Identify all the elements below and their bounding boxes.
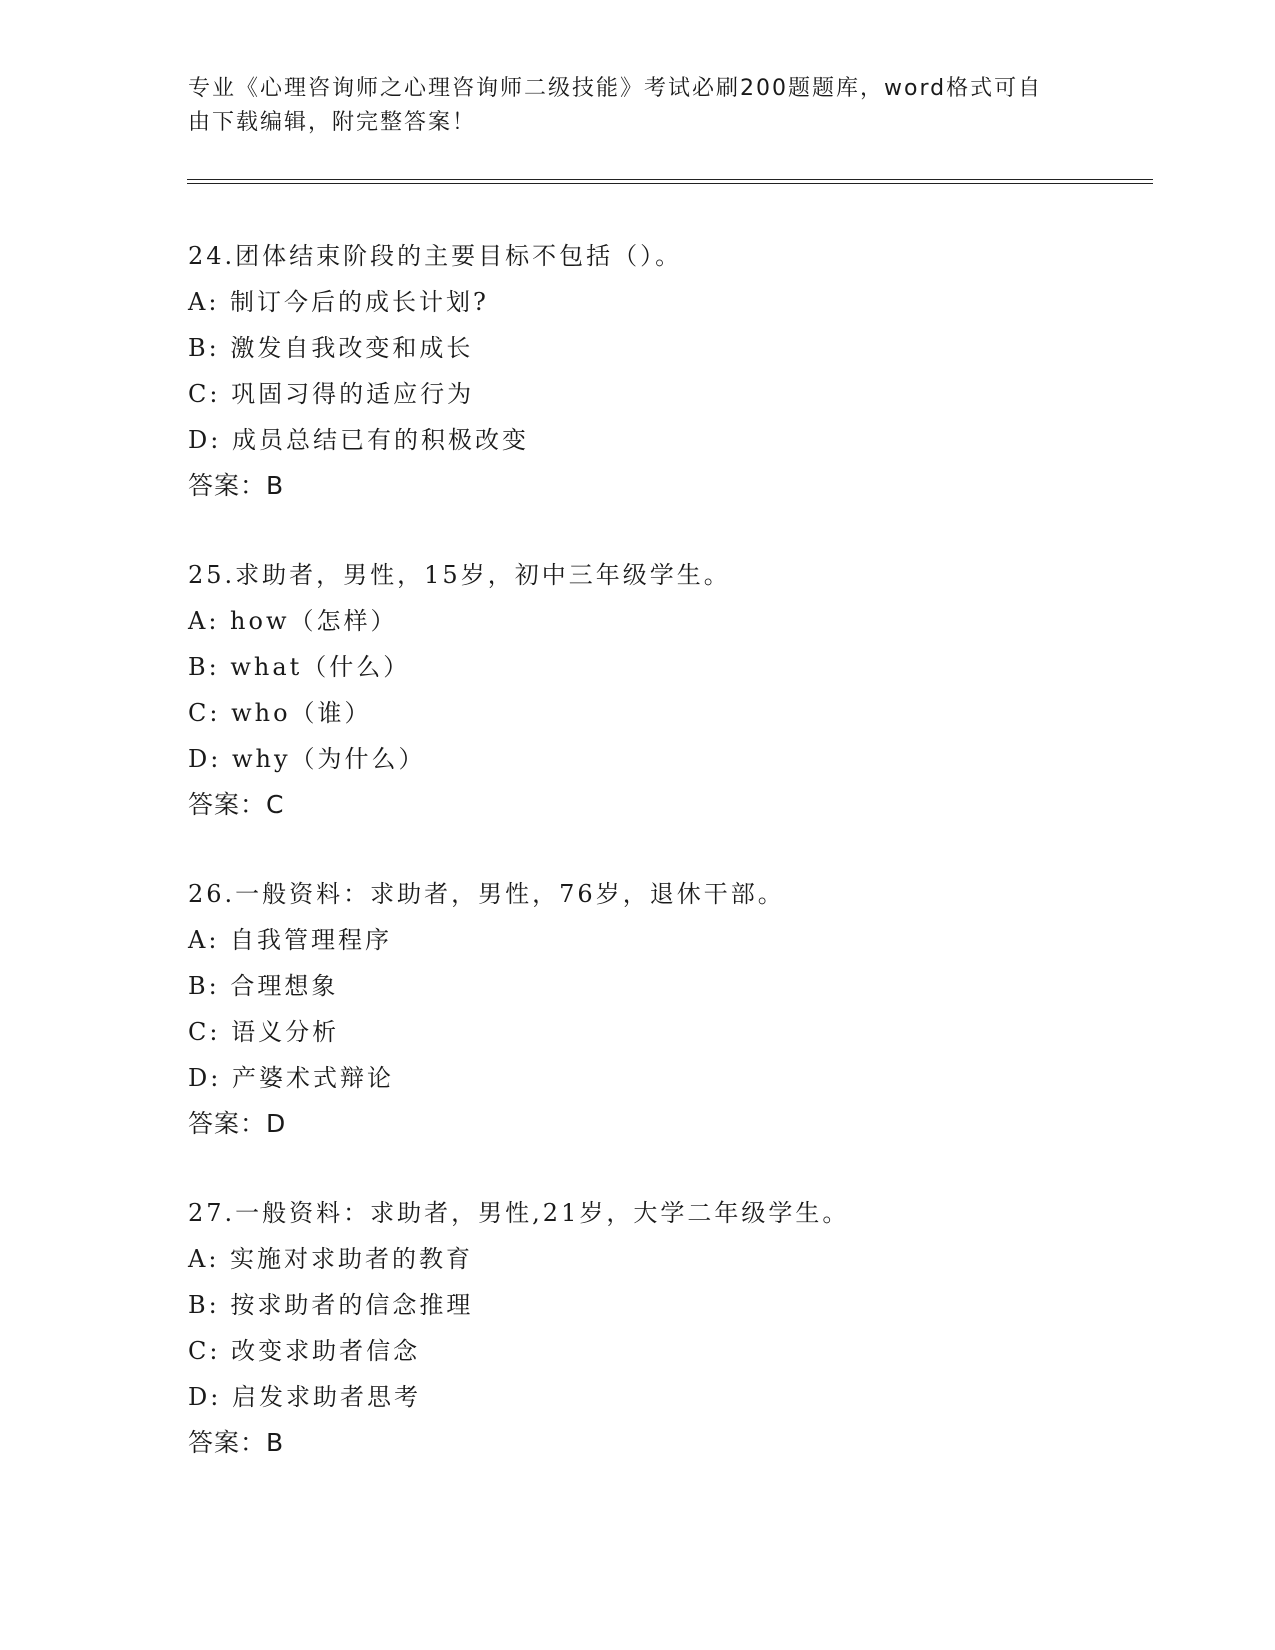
option-a: A: 实施对求助者的教育 bbox=[188, 1245, 474, 1273]
question-stem: 27.一般资料：求助者，男性,21岁，大学二年级学生。 bbox=[188, 1199, 850, 1227]
option-d: D: why（为什么） bbox=[188, 745, 426, 773]
answer: 答案：D bbox=[188, 1109, 287, 1138]
option-c: C: 改变求助者信念 bbox=[188, 1337, 421, 1365]
option-a: A: how（怎样） bbox=[188, 607, 398, 635]
option-c: C: 语义分析 bbox=[188, 1018, 340, 1046]
option-b: B: 按求助者的信念推理 bbox=[188, 1291, 474, 1319]
answer: 答案：C bbox=[188, 790, 285, 819]
answer: 答案：B bbox=[188, 471, 285, 500]
question-stem: 26.一般资料：求助者，男性，76岁，退休干部。 bbox=[188, 880, 785, 908]
option-b: B: 激发自我改变和成长 bbox=[188, 334, 474, 362]
option-b: B: 合理想象 bbox=[188, 972, 339, 1000]
option-a: A: 制订今后的成长计划? bbox=[188, 288, 489, 316]
question-26 bbox=[188, 871, 1128, 1147]
option-a: A: 自我管理程序 bbox=[188, 926, 393, 954]
document-header bbox=[188, 72, 1068, 140]
question-stem: 24.团体结束阶段的主要目标不包括（）。 bbox=[188, 242, 683, 270]
question-24 bbox=[188, 233, 1128, 509]
question-27 bbox=[188, 1190, 1128, 1466]
option-d: D: 启发求助者思考 bbox=[188, 1383, 421, 1411]
question-25 bbox=[188, 552, 1128, 828]
option-c: C: who（谁） bbox=[188, 699, 372, 727]
option-c: C: 巩固习得的适应行为 bbox=[188, 380, 475, 408]
answer: 答案：B bbox=[188, 1428, 285, 1457]
header-divider-top bbox=[187, 179, 1153, 180]
header-line-1: 专业《心理咨询师之心理咨询师二级技能》考试必刷200题题库，word格式可自 bbox=[188, 76, 1043, 101]
option-b: B: what（什么） bbox=[188, 653, 411, 681]
option-d: D: 成员总结已有的积极改变 bbox=[188, 426, 529, 454]
option-d: D: 产婆术式辩论 bbox=[188, 1064, 394, 1092]
header-line-2: 由下载编辑，附完整答案！ bbox=[188, 110, 477, 135]
header-divider-bottom bbox=[187, 183, 1153, 184]
question-stem: 25.求助者，男性，15岁，初中三年级学生。 bbox=[188, 561, 731, 589]
